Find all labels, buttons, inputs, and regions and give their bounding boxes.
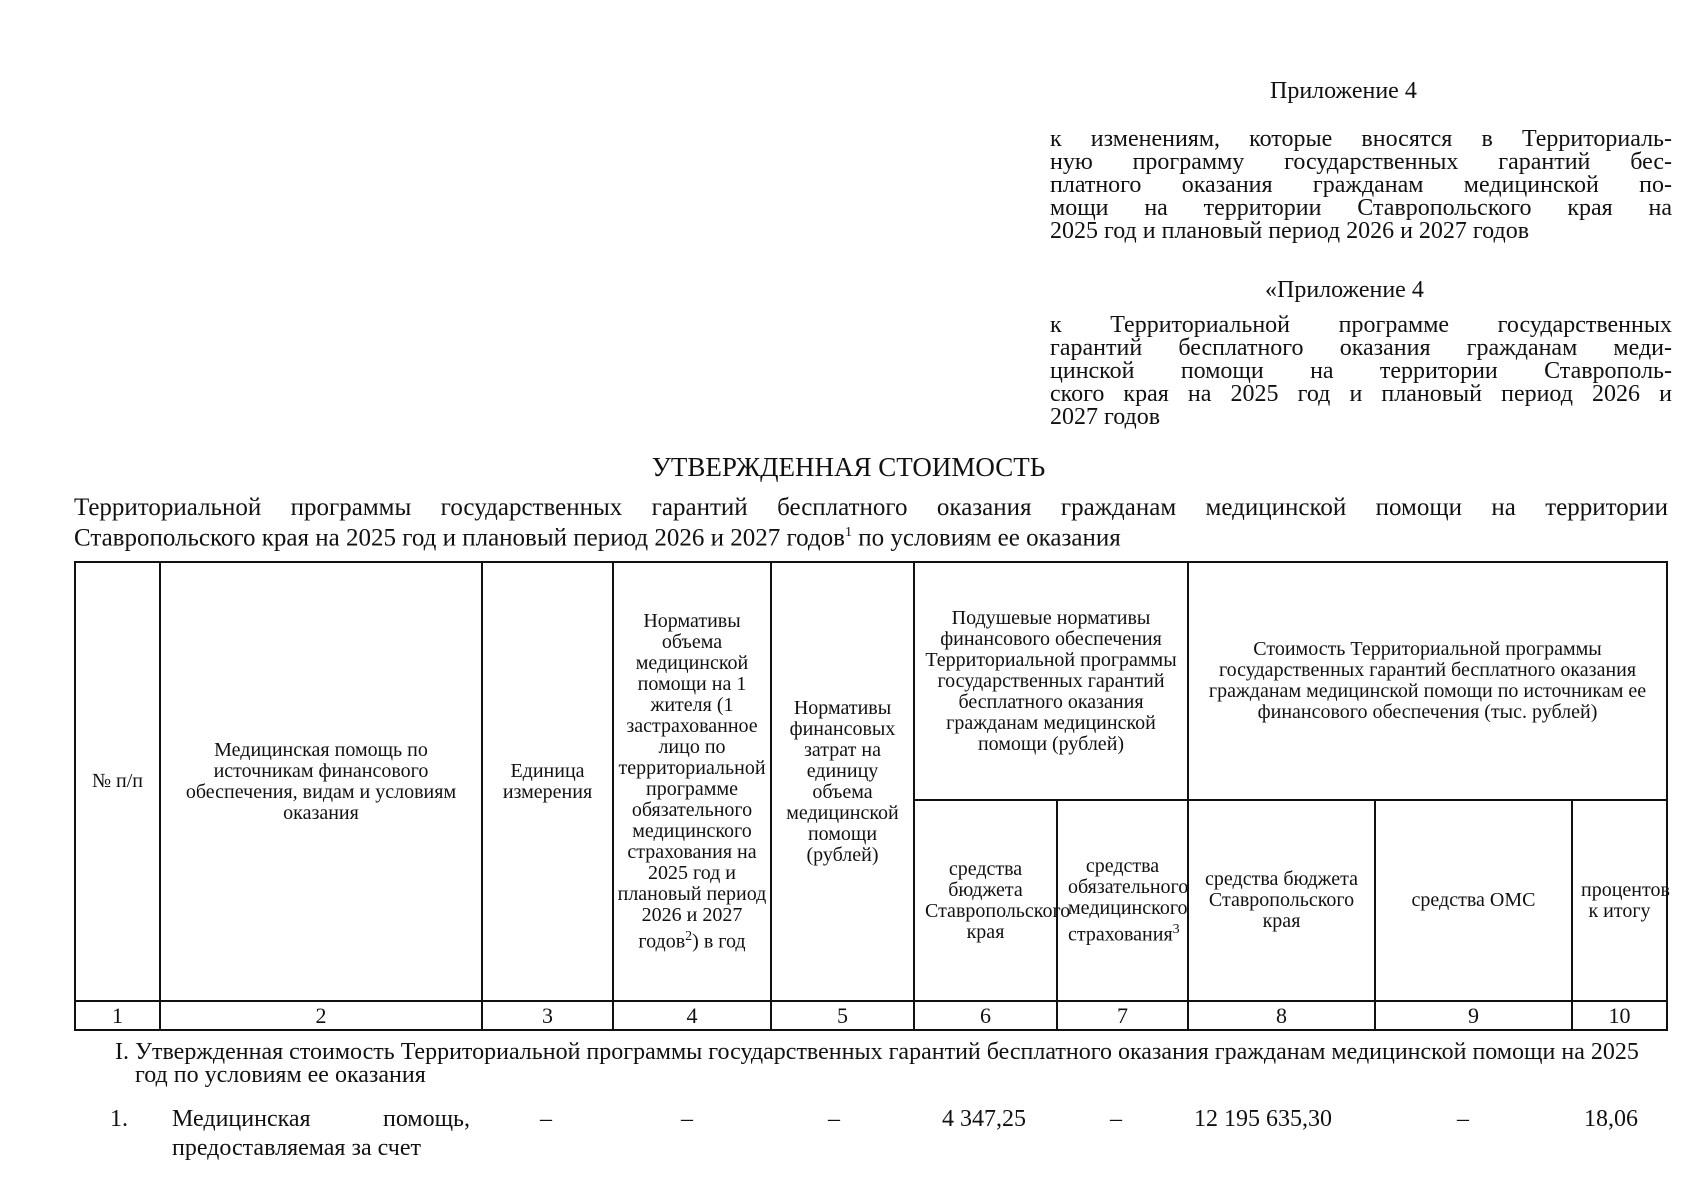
column-number: 3 bbox=[482, 1001, 613, 1030]
header-col-3: Единица измерения bbox=[482, 562, 613, 1001]
appendix-intro-line: платного оказания гражданам медицинской по- bbox=[1050, 172, 1672, 198]
section-number: I. bbox=[115, 1039, 129, 1065]
header-col-9: средства ОМС bbox=[1375, 800, 1572, 1001]
column-number: 4 bbox=[613, 1001, 771, 1030]
header-col-2: Медицинская помощь по источникам финансового обеспечения, видам и условиям оказания bbox=[160, 562, 482, 1001]
column-number: 7 bbox=[1057, 1001, 1188, 1030]
appendix-sub-text bbox=[1050, 314, 1672, 429]
row-name bbox=[172, 1105, 470, 1163]
column-number: 2 bbox=[160, 1001, 482, 1030]
appendix-sub-line: гарантий бесплатного оказания гражданам меди- bbox=[1050, 335, 1672, 361]
document-subtitle bbox=[74, 495, 1668, 550]
subtitle-line-2-text: Ставропольского края на 2025 год и плановый период 2026 и 2027 годов bbox=[74, 524, 845, 552]
appendix-title: Приложение 4 bbox=[1270, 78, 1417, 104]
appendix-sub-line: к Территориальной программе государственных bbox=[1050, 312, 1672, 338]
appendix-intro-line: мощи на территории Ставропольского края на bbox=[1050, 195, 1672, 221]
row-name-line: Медицинская помощь, bbox=[172, 1106, 470, 1132]
cell-cost-norm: – bbox=[828, 1106, 840, 1132]
appendix-intro-line: к изменениям, которые вносятся в Территориаль- bbox=[1050, 126, 1672, 152]
header-col-10: процентов к итогу bbox=[1572, 800, 1667, 1001]
column-number: 5 bbox=[771, 1001, 914, 1030]
column-number-row bbox=[75, 1001, 1667, 1030]
appendix-sub-line: 2027 годов bbox=[1050, 404, 1161, 430]
appendix-intro-line: ную программу государственных гарантий бес- bbox=[1050, 149, 1672, 175]
header-col-7-text: средства обязательного медицинского страхования bbox=[1068, 854, 1189, 946]
appendix-intro bbox=[1050, 128, 1672, 243]
appendix-sub-line: цинской помощи на территории Ставрополь- bbox=[1050, 358, 1672, 384]
footnote-mark: 1 bbox=[844, 525, 852, 540]
column-number: 8 bbox=[1188, 1001, 1375, 1030]
cell-per-capita-budget: 4 347,25 bbox=[942, 1106, 1026, 1132]
subtitle-line-2-tail: по условиям ее оказания bbox=[851, 524, 1121, 552]
header-col-1: № п/п bbox=[75, 562, 160, 1001]
row-number: 1. bbox=[110, 1106, 128, 1132]
appendix-sub-line: ского края на 2025 год и плановый период 2026 и bbox=[1050, 381, 1672, 407]
document-title: УТВЕРЖДЕННАЯ СТОИМОСТЬ bbox=[651, 452, 1046, 482]
footnote-mark: 2 bbox=[685, 928, 693, 944]
cell-volume-norm: – bbox=[681, 1106, 693, 1132]
subtitle-line-1: Территориальной программы государственных гарантий бесплатного оказания гражданам медицинской помощи на территории bbox=[74, 494, 1668, 521]
cell-cost-budget: 12 195 635,30 bbox=[1194, 1106, 1332, 1132]
footnote-mark: 3 bbox=[1172, 921, 1180, 937]
header-group-per-capita: Подушевые нормативы финансового обеспечения Территориальной программы государственных гарантий бесплатного оказания гражданам медицинской помощи (рублей) bbox=[914, 562, 1188, 800]
section-title: Утвержденная стоимость Территориальной программы государственных гарантий бесплатного оказания гражданам медицинской помощи на 2025 год по условиям ее оказания bbox=[135, 1039, 1639, 1088]
subtitle-line-2 bbox=[74, 520, 1668, 550]
appendix-subtitle: «Приложение 4 bbox=[1265, 277, 1424, 303]
header-col-4-tail: ) в год bbox=[692, 930, 746, 953]
header-col-5: Нормативы финансовых затрат на единицу объема медицинской помощи (рублей) bbox=[771, 562, 914, 1001]
section-heading bbox=[115, 1039, 1640, 1088]
cell-percent: 18,06 bbox=[1584, 1106, 1638, 1132]
column-number: 9 bbox=[1375, 1001, 1572, 1030]
header-group-cost: Стоимость Территориальной программы государственных гарантий бесплатного оказания гражданам медицинской помощи по источникам ее финансового обеспечения (тыс. рублей) bbox=[1188, 562, 1667, 800]
column-number: 10 bbox=[1572, 1001, 1667, 1030]
column-number: 6 bbox=[914, 1001, 1057, 1030]
cost-table-header bbox=[74, 561, 1668, 1031]
row-name-line: предоставляемая за счет bbox=[172, 1135, 421, 1161]
cell-unit: – bbox=[540, 1106, 552, 1132]
header-col-4-text: Нормативы объема медицинской помощи на 1 жителя (1 застрахованное лицо по территориальной программе обязательного медицинского страхования на 2025 год и плановый период 2026 и 2027 годов bbox=[617, 609, 767, 953]
cell-per-capita-oms: – bbox=[1110, 1106, 1122, 1132]
header-col-4 bbox=[613, 562, 771, 1001]
header-col-8: средства бюджета Ставропольского края bbox=[1188, 800, 1375, 1001]
header-col-7 bbox=[1057, 800, 1188, 1001]
column-number: 1 bbox=[75, 1001, 160, 1030]
appendix-intro-line: 2025 год и плановый период 2026 и 2027 годов bbox=[1050, 218, 1530, 244]
header-col-6: средства бюджета Ставропольского края bbox=[914, 800, 1057, 1001]
cell-cost-oms: – bbox=[1457, 1106, 1469, 1132]
